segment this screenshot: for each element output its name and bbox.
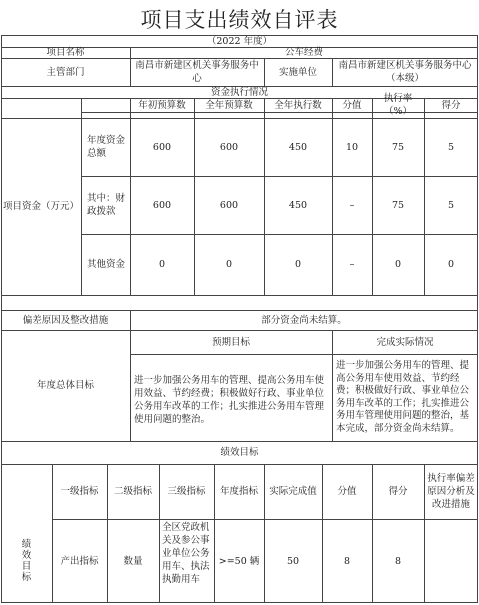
deviation-value: 部分资金尚未结算。 bbox=[261, 314, 347, 326]
evaluation-table bbox=[1, 35, 478, 603]
cell-value: 450 bbox=[288, 199, 308, 211]
col-header: 二级指标 bbox=[113, 486, 152, 497]
row-label: 年度资金总额 bbox=[87, 135, 126, 159]
row-label: 其他资金 bbox=[87, 259, 126, 270]
row-line bbox=[1, 295, 478, 296]
cell-value: 50 bbox=[286, 555, 300, 567]
cell-value: 75 bbox=[391, 199, 405, 211]
annual-goal-label: 年度总体目标 bbox=[36, 380, 94, 391]
cell-value: 5 bbox=[447, 141, 455, 153]
impl-unit-label: 实施单位 bbox=[278, 66, 317, 78]
col-header: 执行率（%） bbox=[383, 93, 413, 117]
indicators-section-title: 绩效目标 bbox=[220, 447, 259, 458]
col-header: 执行率偏差原因分析及改进措施 bbox=[427, 473, 475, 510]
col-header: 年初预算数 bbox=[138, 99, 186, 111]
cell-value: 0 bbox=[447, 259, 455, 270]
row-label: 其中：财政拨款 bbox=[87, 193, 126, 217]
cell-value: 5 bbox=[447, 199, 455, 211]
cell-value: 产出指标 bbox=[60, 555, 99, 567]
cell-value: 8 bbox=[343, 555, 351, 567]
project-name-label: 项目名称 bbox=[46, 47, 85, 58]
col-header: 分值 bbox=[337, 486, 357, 497]
cell-value: 0 bbox=[294, 259, 302, 270]
page-title: 项目支出绩效自评表 bbox=[140, 8, 339, 32]
cell-value: >=50 辆 bbox=[218, 555, 260, 567]
col-header: 三级指标 bbox=[167, 486, 206, 497]
cell-value: 600 bbox=[219, 199, 239, 211]
cell-value: 10 bbox=[345, 141, 359, 153]
cell-value: 数量 bbox=[123, 555, 143, 567]
cell-value: 600 bbox=[219, 141, 239, 153]
cell-value: 全区党政机关及参公事业单位公务用车、执法执勤用车 bbox=[162, 522, 210, 585]
expected-goal-header: 预期目标 bbox=[211, 336, 250, 348]
cell-value: – bbox=[349, 259, 355, 270]
year-label: （2022 年度） bbox=[206, 35, 273, 47]
cell-value: 0 bbox=[158, 259, 166, 270]
cell-value: 450 bbox=[288, 141, 308, 153]
cell-value: 75 bbox=[391, 141, 405, 153]
project-name-value: 公车经费 bbox=[284, 47, 323, 58]
cell-value: 600 bbox=[152, 141, 172, 153]
dept-value: 南昌市新建区机关事务服务中心 bbox=[135, 60, 259, 84]
actual-status-header: 完成实际情况 bbox=[376, 336, 434, 348]
cell-value: 0 bbox=[394, 259, 402, 270]
funding-section-title: 资金执行情况 bbox=[210, 86, 268, 98]
col-header: 一级指标 bbox=[60, 486, 99, 497]
col-header: 全年执行数 bbox=[274, 99, 322, 111]
actual-status-text: 进一步加强公务用车的管理、提高公务用车使用效益、节约经费；积极做好行政、事业单位公务用车改革的工作；扎实推进公务用车管理使用问题的整治，基本完成，部分资金尚未结算。 bbox=[336, 360, 470, 434]
indicators-side-label bbox=[1, 519, 52, 603]
cell-value: 600 bbox=[152, 199, 172, 211]
cell-value: 8 bbox=[394, 555, 402, 567]
cell-value: – bbox=[349, 199, 355, 211]
col-header: 全年预算数 bbox=[205, 99, 253, 111]
col-header: 得分 bbox=[388, 486, 408, 497]
col-header: 得分 bbox=[441, 99, 461, 111]
deviation-label: 偏差原因及整改措施 bbox=[22, 314, 109, 326]
col-header: 年度指标 bbox=[219, 486, 258, 497]
cell-value: 0 bbox=[225, 259, 233, 270]
impl-unit-value: 南昌市新建区机关事务服务中心（本级） bbox=[338, 60, 472, 84]
col-header: 分值 bbox=[342, 99, 362, 111]
cell-value bbox=[424, 519, 478, 603]
dept-label: 主管部门 bbox=[46, 66, 85, 78]
expected-goal-text: 进一步加强公务用车的管理、提高公务用车使用效益、节约经费；积极做好行政、事业单位公务用车改革的工作；扎实推进公务用车管理使用问题的整治。 bbox=[134, 375, 325, 425]
indicators-side-text: 绩效目标 bbox=[21, 539, 32, 583]
project-funding-label: 项目资金（万元） bbox=[3, 201, 80, 212]
col-header: 实际完成值 bbox=[269, 486, 317, 497]
